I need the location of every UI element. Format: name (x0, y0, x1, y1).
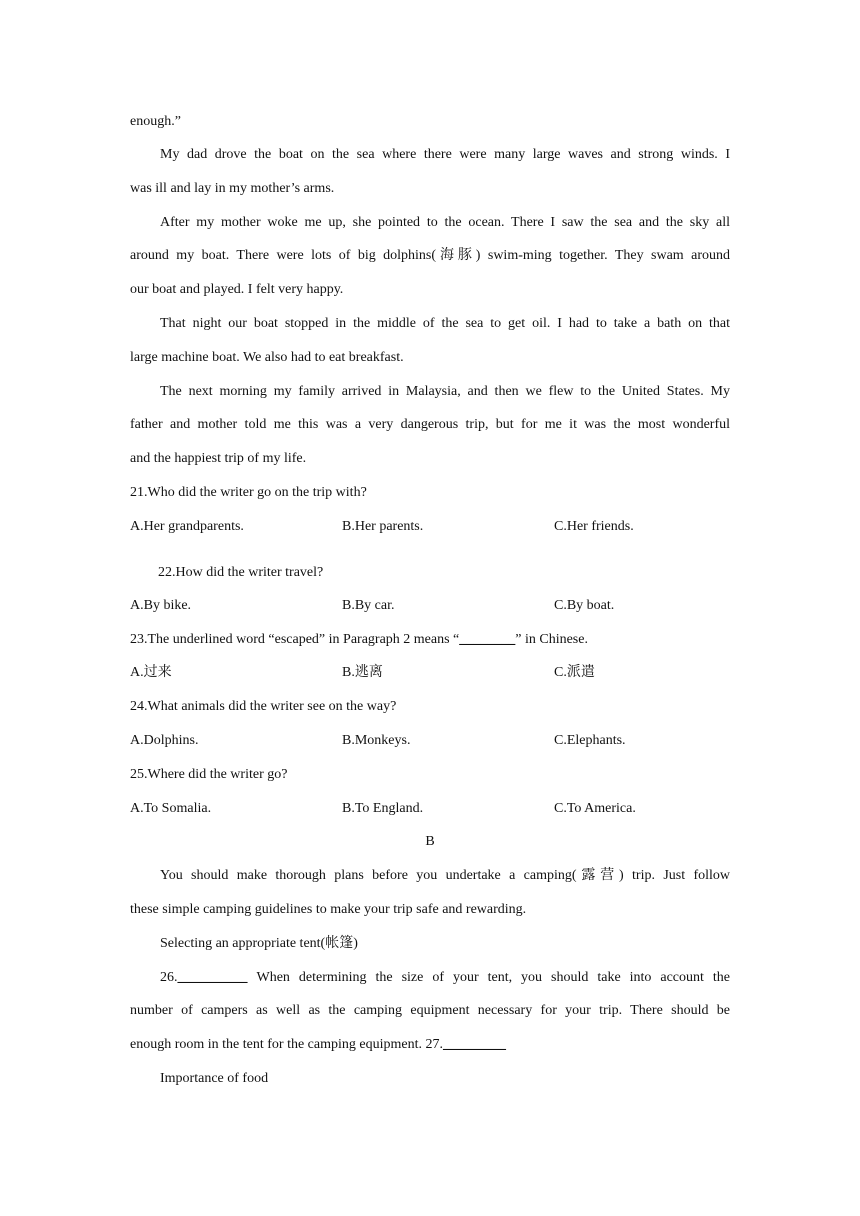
option-25-b: B.To England. (342, 801, 424, 816)
passage-line: You should make thorough plans before you undertake a camping(露营) trip. Just follow (160, 868, 730, 883)
option-23-b: B.逃离 (342, 665, 383, 680)
passage-line: these simple camping guidelines to make your trip safe and rewarding. (130, 902, 527, 917)
question-23-text-end: ” in Chinese. (515, 632, 588, 647)
answer-blank: _________ (442, 1037, 506, 1052)
question-23-text: 23.The underlined word “escaped” in Paragraph 2 means “ (130, 632, 460, 647)
passage-line (130, 968, 730, 988)
option-23-a: A.过来 (130, 665, 172, 680)
question-21: 21.Who did the writer go on the trip with? (130, 485, 367, 500)
option-21-b: B.Her parents. (342, 519, 424, 534)
subheading: Selecting an appropriate tent(帐篷) (160, 936, 358, 951)
option-22-a: A.By bike. (130, 598, 192, 613)
passage-line (130, 1035, 730, 1055)
option-25-a: A.To Somalia. (130, 801, 212, 816)
question-23 (130, 630, 730, 650)
passage-line: That night our boat stopped in the middle of the sea to get oil. I had to take a bath on that (160, 316, 730, 331)
option-22-b: B.By car. (342, 598, 395, 613)
option-22-c: C.By boat. (554, 598, 615, 613)
passage-line: After my mother woke me up, she pointed to the ocean. There I saw the sea and the sky all (160, 215, 730, 230)
section-heading: B (425, 834, 435, 849)
passage-line: The next morning my family arrived in Malaysia, and then we flew to the United States. My (160, 384, 730, 399)
option-23-c: C.派遣 (554, 665, 595, 680)
option-24-a: A.Dolphins. (130, 733, 199, 748)
passage-line: father and mother told me this was a very dangerous trip, but for me it was the most wonderful (130, 417, 730, 432)
option-21-c: C.Her friends. (554, 519, 634, 534)
option-24-b: B.Monkeys. (342, 733, 411, 748)
option-21-a: A.Her grandparents. (130, 519, 244, 534)
answer-blank: ________ (459, 632, 516, 647)
option-25-c: C.To America. (554, 801, 636, 816)
question-25: 25.Where did the writer go? (130, 767, 288, 782)
question-22: 22.How did the writer travel? (158, 565, 324, 580)
subheading: Importance of food (160, 1071, 269, 1086)
option-24-c: C.Elephants. (554, 733, 626, 748)
passage-line: number of campers as well as the camping equipment necessary for your trip. There should be (130, 1003, 730, 1018)
passage-line: and the happiest trip of my life. (130, 451, 307, 466)
passage-line: our boat and played. I felt very happy. (130, 282, 344, 297)
passage-line: was ill and lay in my mother’s arms. (130, 181, 335, 196)
passage-line: My dad drove the boat on the sea where there were many large waves and strong winds. I (160, 147, 730, 162)
question-24: 24.What animals did the writer see on the way? (130, 699, 397, 714)
passage-text: enough room in the tent for the camping equipment. 27. (130, 1037, 443, 1052)
passage-line: around my boat. There were lots of big dolphins(海豚) swim-ming together. They swam around (130, 248, 730, 263)
answer-blank: __________ (177, 970, 248, 985)
passage-line: large machine boat. We also had to eat breakfast. (130, 350, 404, 365)
passage-line: enough.” (130, 114, 181, 129)
passage-text: When determining the size of your tent, you should take into account the (256, 970, 730, 985)
blank-number: 26. (160, 970, 178, 985)
